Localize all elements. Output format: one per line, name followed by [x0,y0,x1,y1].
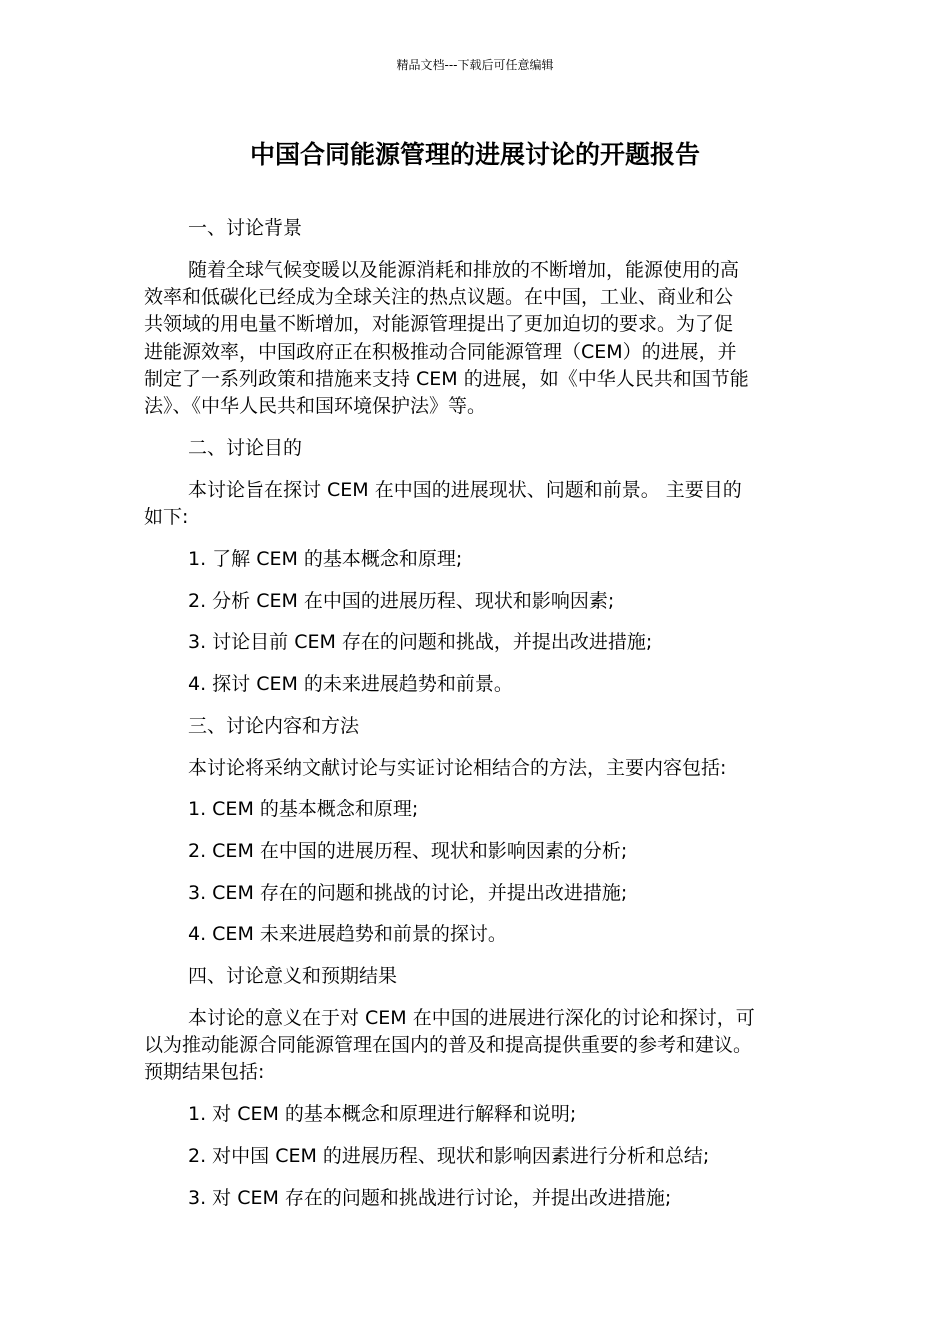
section-heading-significance: 四、讨论意义和预期结果 [188,965,398,987]
list-item: 1. 对 CEM 的基本概念和原理进行解释和说明; [188,1103,577,1125]
paragraph-line: 进能源效率，中国政府正在积极推动合同能源管理（CEM）的进展，并 [144,341,737,363]
paragraph-line: 如下: [144,506,189,528]
paragraph-line: 制定了一系列政策和措施来支持 CEM 的进展，如《中华人民共和国节能 [144,368,749,390]
paragraph-line: 以为推动能源合同能源管理在国内的普及和提高提供重要的参考和建议。 [144,1034,753,1056]
document-title: 中国合同能源管理的进展讨论的开题报告 [249,140,700,169]
paragraph-line: 法》、《中华人民共和国环境保护法》等。 [144,395,487,417]
list-item: 1. 了解 CEM 的基本概念和原理; [188,548,463,570]
list-item: 4. 探讨 CEM 的未来进展趋势和前景。 [188,673,513,695]
paragraph-line: 本讨论旨在探讨 CEM 在中国的进展现状、问题和前景。 主要目的 [188,479,742,501]
list-item: 2. 对中国 CEM 的进展历程、现状和影响因素进行分析和总结; [188,1145,710,1167]
list-item: 1. CEM 的基本概念和原理; [188,798,419,820]
list-item: 3. 对 CEM 存在的问题和挑战进行讨论，并提出改进措施; [188,1187,672,1209]
list-item: 3. CEM 存在的问题和挑战的讨论，并提出改进措施; [188,882,628,904]
section-heading-purpose: 二、讨论目的 [188,437,303,459]
paragraph-line: 随着全球气候变暖以及能源消耗和排放的不断增加，能源使用的高 [188,259,740,281]
paragraph-line: 共领域的用电量不断增加，对能源管理提出了更加迫切的要求。为了促 [144,313,734,335]
section-heading-content-method: 三、讨论内容和方法 [188,715,360,737]
list-item: 3. 讨论目前 CEM 存在的问题和挑战，并提出改进措施; [188,631,653,653]
list-item: 2. 分析 CEM 在中国的进展历程、现状和影响因素; [188,590,615,612]
paragraph-line: 本讨论将采纳文献讨论与实证讨论相结合的方法，主要内容包括: [188,757,727,779]
list-item: 2. CEM 在中国的进展历程、现状和影响因素的分析; [188,840,628,862]
page-header: 精品文档---下载后可任意编辑 [396,58,554,72]
list-item: 4. CEM 未来进展趋势和前景的探讨。 [188,923,507,945]
paragraph-line: 预期结果包括: [144,1061,265,1083]
section-heading-background: 一、讨论背景 [188,217,303,239]
paragraph-line: 本讨论的意义在于对 CEM 在中国的进展进行深化的讨论和探讨，可 [188,1007,755,1029]
paragraph-line: 效率和低碳化已经成为全球关注的热点议题。在中国，工业、商业和公 [144,286,734,308]
